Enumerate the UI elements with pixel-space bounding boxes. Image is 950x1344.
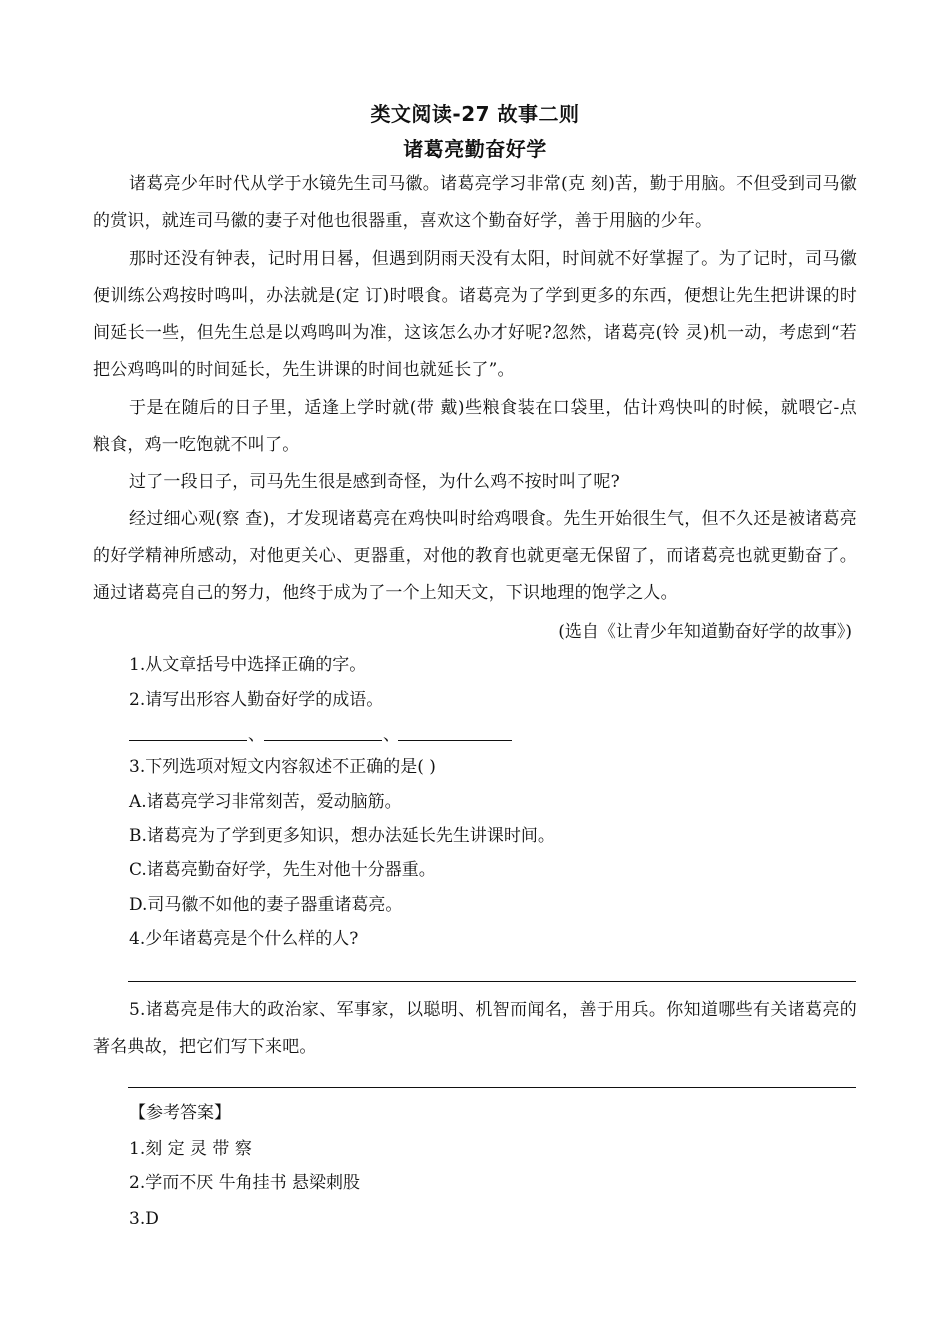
story-paragraph-1: 诸葛亮少年时代从学于水镜先生司马徽。诸葛亮学习非常(克 刻)苦，勤于用脑。不但受到司马徽的赏识，就连司马徽的妻子对他也很器重，喜欢这个勤奋好学，善于用脑的少年。 bbox=[93, 174, 857, 231]
question-3: 3.下列选项对短文内容叙述不正确的是( ) bbox=[129, 757, 436, 777]
answer-blank-1[interactable] bbox=[129, 740, 247, 741]
answer-blank-3[interactable] bbox=[398, 740, 512, 741]
question-3-option-a: A.诸葛亮学习非常刻苦，爱动脑筋。 bbox=[129, 792, 402, 812]
story-paragraph-2: 那时还没有钟表，记时用日晷，但遇到阴雨天没有太阳，时间就不好掌握了。为了记时，司马徽便训练公鸡按时鸣叫，办法就是(定 订)时喂食。诸葛亮为了学到更多的东西，便想让先生把讲课的时间延长一些，但先生总是以鸡鸣叫为准，这该怎么办才好呢?忽然，诸葛亮(铃 灵)机一动，考虑到“若把公鸡鸣叫的时间延长，先生讲课的时间也就延长了”。 bbox=[93, 249, 857, 380]
question-1: 1.从文章括号中选择正确的字。 bbox=[129, 655, 367, 675]
story-paragraph-4: 过了一段日子，司马先生很是感到奇怪，为什么鸡不按时叫了呢? bbox=[129, 472, 620, 492]
document-title: 类文阅读-27 故事二则 bbox=[370, 102, 580, 126]
story-title: 诸葛亮勤奋好学 bbox=[403, 137, 547, 161]
question-2: 2.请写出形容人勤奋好学的成语。 bbox=[129, 690, 384, 710]
answer-2: 2.学而不厌 牛角挂书 悬梁刺股 bbox=[129, 1173, 361, 1193]
story-paragraph-5: 经过细心观(察 查)，才发现诸葛亮在鸡快叫时给鸡喂食。先生开始很生气，但不久还是被诸葛亮的好学精神所感动，对他更关心、更器重，对他的教育也就更毫无保留了，而诸葛亮也就更勤奋了。通过诸葛亮自己的努力，他终于成为了一个上知天文，下识地理的饱学之人。 bbox=[93, 509, 857, 603]
question-3-option-c: C.诸葛亮勤奋好学，先生对他十分器重。 bbox=[129, 860, 436, 880]
question-4: 4.少年诸葛亮是个什么样的人? bbox=[129, 929, 359, 949]
blank-separator-1: 、 bbox=[248, 725, 265, 745]
blank-separator-2: 、 bbox=[383, 725, 400, 745]
question-3-option-b: B.诸葛亮为了学到更多知识，想办法延长先生讲课时间。 bbox=[129, 826, 555, 846]
answer-blank-2[interactable] bbox=[264, 740, 382, 741]
question-3-option-d: D.司马徽不如他的妻子器重诸葛亮。 bbox=[129, 895, 403, 915]
story-paragraph-3: 于是在随后的日子里，适逢上学时就(带 戴)些粮食装在口袋里，估计鸡快叫的时候，就喂它-点粮食，鸡一吃饱就不叫了。 bbox=[93, 398, 857, 455]
answer-1: 1.刻 定 灵 带 察 bbox=[129, 1139, 252, 1159]
source-citation: (选自《让青少年知道勤奋好学的故事》) bbox=[558, 622, 852, 642]
answer-line-question-5[interactable] bbox=[128, 1087, 856, 1088]
answers-heading: 【参考答案】 bbox=[129, 1103, 231, 1123]
answer-3: 3.D bbox=[129, 1209, 159, 1229]
answer-line-question-4[interactable] bbox=[128, 981, 856, 982]
question-5: 5.诸葛亮是伟大的政治家、军事家，以聪明、机智而闻名，善于用兵。你知道哪些有关诸葛亮的著名典故，把它们写下来吧。 bbox=[93, 1000, 857, 1057]
